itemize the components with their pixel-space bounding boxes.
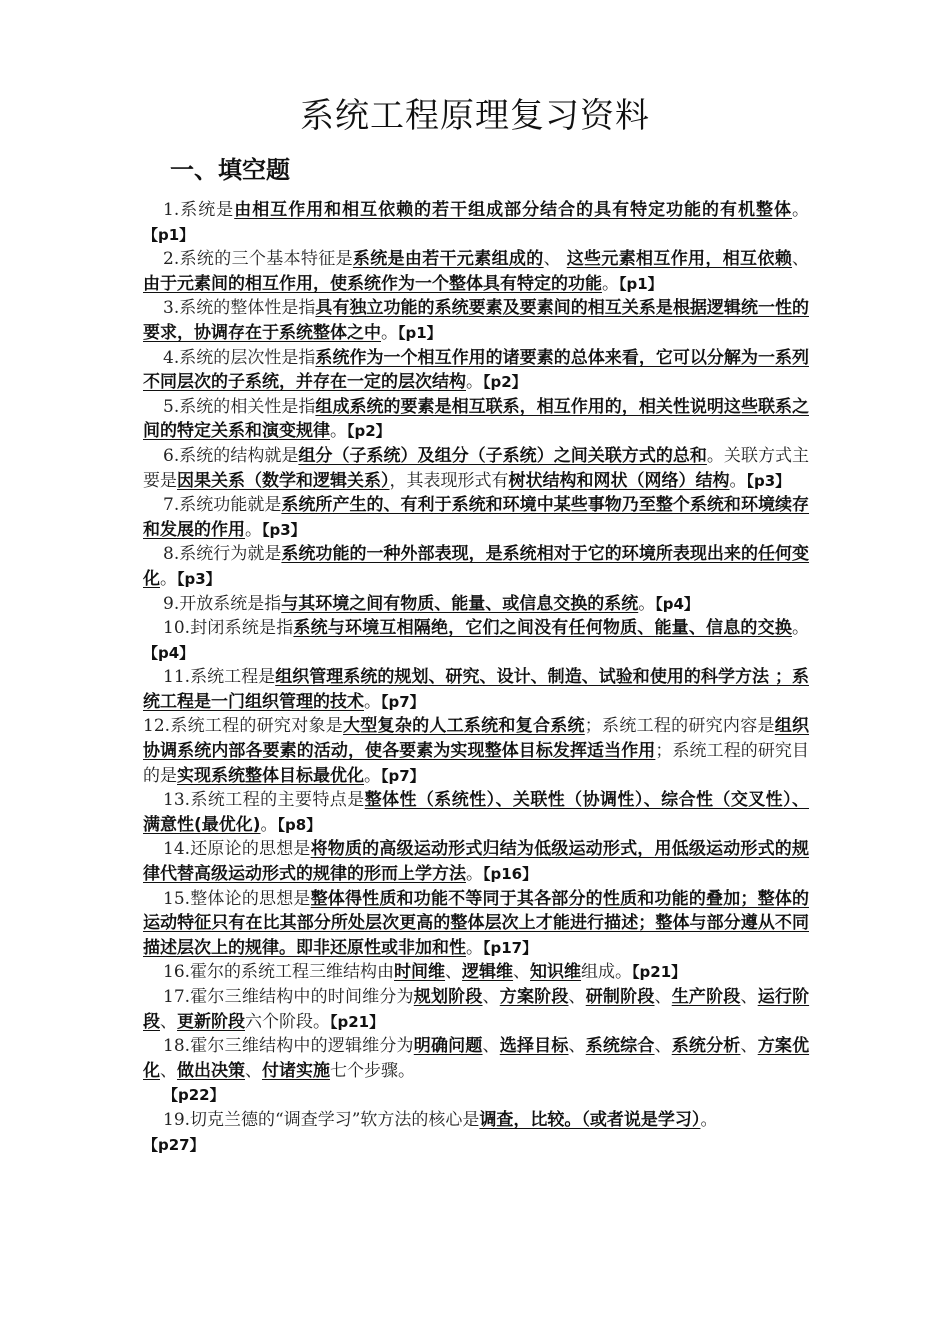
answer-blank: 树状结构和网状（网络）结构 <box>508 470 730 491</box>
answer-blank: 方案优化 <box>143 1036 810 1081</box>
page-reference: 【p7】 <box>381 766 425 785</box>
answer-blank: 研制阶段 <box>585 987 655 1007</box>
question-item: 16.霍尔的系统工程三维结构由时间维、逻辑维、知识维组成。【p21】 <box>163 962 687 983</box>
answer-blank: 因果关系（数学和逻辑关系） <box>177 470 390 491</box>
answer-blank: 组织管理系统的规划、研究、设计、制造、试验和使用的科学方法 ；系统工程是一门组织管理的技术 <box>143 667 809 712</box>
answer-blank: 时间维 <box>394 962 446 983</box>
page-reference: 【p3】 <box>177 569 221 588</box>
answer-blank: 系统是由若干元素组成的 <box>352 249 544 270</box>
question-item-reference <box>143 1133 809 1158</box>
answer-blank: 具有独立功能的系统要素及要素间的相互关系是根据逻辑统一性的要求，协调存在于系统整体之中 <box>143 298 809 343</box>
question-item: 10.封闭系统是指系统与环境互相隔绝，它们之间没有任何物质、能量、信息的交换。【p4】 <box>143 618 810 662</box>
page-reference: 【p17】 <box>483 938 538 957</box>
page-reference: 【p4】 <box>655 594 699 613</box>
question-item: 5.系统的相关性是指组成系统的要素是相互联系，相互作用的，相关性说明这些联系之间的特定关系和演变规律。【p2】 <box>143 396 809 442</box>
answer-blank: 生产阶段 <box>671 987 741 1007</box>
question-item: 14.还原论的思想是将物质的高级运动形式归结为低级运动形式，用低级运动形式的规律代替高级运动形式的规律的形而上学方法。【p16】 <box>143 839 810 885</box>
answer-blank: 做出决策 <box>177 1060 245 1081</box>
page-reference: 【p16】 <box>483 865 538 884</box>
question-item: 11.系统工程是组织管理系统的规划、研究、设计、制造、试验和使用的科学方法 ；系统工程是一门组织管理的技术。【p7】 <box>143 667 809 712</box>
page-reference: 【p7】 <box>381 692 425 711</box>
answer-blank: 明确问题 <box>413 1036 483 1057</box>
answer-blank: 规划阶段 <box>413 987 483 1007</box>
answer-blank: 与其环境之间有物质、能量、或信息交换的系统 <box>281 593 639 614</box>
page-reference: 【p22】 <box>163 1086 225 1105</box>
page-reference: 【p1】 <box>619 274 663 293</box>
answer-blank: 系统分析 <box>671 1036 741 1057</box>
answer-blank: 系统所产生的、有利于系统和环境中某些事物乃至整个系统和环境续存和发展的作用 <box>143 495 810 540</box>
question-item: 2.系统的三个基本特征是系统是由若干元素组成的、 这些元素相互作用，相互依赖、由于元素间的相互作用，使系统作为一个整体具有特定的功能。【p1】 <box>143 249 810 294</box>
question-item: 3.系统的整体性是指具有独立功能的系统要素及要素间的相互关系是根据逻辑统一性的要求，协调存在于系统整体之中。【p1】 <box>143 298 809 343</box>
answer-blank: 系统综合 <box>585 1036 655 1057</box>
question-item: 17.霍尔三维结构中的时间维分为规划阶段、方案阶段、研制阶段、生产阶段、运行阶段、更新阶段六个阶段。【p21】 <box>143 987 810 1032</box>
page-reference: 【p3】 <box>746 471 791 490</box>
answer-blank: 由相互作用和相互依赖的若干组成部分结合的具有特定功能的有机整体 <box>234 200 793 220</box>
section-heading: 一、填空题 <box>170 156 290 184</box>
question-item: 9.开放系统是指与其环境之间有物质、能量、或信息交换的系统。【p4】 <box>163 593 699 614</box>
answer-blank: 整体得性质和功能不等同于其各部分的性质和功能的叠加；整体的运动特征只有在比其部分所处层次更高的整体层次上才能进行描述；整体与部分遵从不同描述层次上的规律。即非还原性或非加和性 <box>143 888 810 958</box>
question-item: 6.系统的结构就是组分（子系统）及组分（子系统）之间关联方式的总和。关联方式主要是因果关系（数学和逻辑关系），其表现形式有树状结构和网状（网络）结构。【p3】 <box>143 445 810 491</box>
answer-blank: 实现系统整体目标最优化 <box>177 765 364 786</box>
page-reference: 【p2】 <box>483 373 527 392</box>
answer-blank: 组分（子系统）及组分（子系统）之间关联方式的总和 <box>298 445 707 466</box>
answer-blank: 付诸实施 <box>262 1060 330 1081</box>
page-reference: 【p8】 <box>277 815 322 834</box>
question-item: 4.系统的层次性是指系统作为一个相互作用的诸要素的总体来看，它可以分解为一系列不同层次的子系统，并存在一定的层次结构。【p2】 <box>143 347 809 393</box>
question-item: 19.切克兰德的“调查学习”软方法的核心是调查，比较。（或者说是学习）。 <box>163 1109 718 1130</box>
answer-blank: 方案阶段 <box>499 987 569 1007</box>
answer-blank: 更新阶段 <box>177 1011 245 1032</box>
page-reference: 【p27】 <box>143 1135 205 1154</box>
answer-blank: 知识维 <box>530 962 582 983</box>
page-reference: 【p1】 <box>398 323 442 342</box>
answer-blank: 选择目标 <box>499 1036 569 1057</box>
answer-blank: 整体性（系统性）、关联性（协调性）、综合性（交叉性）、 <box>364 790 809 811</box>
question-item: 8.系统行为就是系统功能的一种外部表现，是系统相对于它的环境所表现出来的任何变化。【p3】 <box>143 544 810 589</box>
answer-blank: 系统与环境互相隔绝，它们之间没有任何物质、能量、信息的交换 <box>293 618 793 639</box>
question-item: 7.系统功能就是系统所产生的、有利于系统和环境中某些事物乃至整个系统和环境续存和发展的作用。【p3】 <box>143 495 810 540</box>
question-item: 13.系统工程的主要特点是整体性（系统性）、关联性（协调性）、综合性（交叉性）、 满意性(最优化)。【p8】 <box>143 790 809 835</box>
answer-blank: 满意性(最优化) <box>143 814 261 835</box>
answer-blank: 这些元素相互作用，相互依赖 <box>566 249 793 270</box>
page-reference: 【p3】 <box>262 520 306 539</box>
page-reference: 【p21】 <box>632 963 687 982</box>
answer-blank: 由于元素间的相互作用，使系统作为一个整体具有特定的功能 <box>143 273 602 294</box>
answer-blank: 将物质的高级运动形式归结为低级运动形式，用低级运动形式的规律代替高级运动形式的规律的形而上学方法 <box>143 839 810 885</box>
question-item: 12.系统工程的研究对象是大型复杂的人工系统和复合系统；系统工程的研究内容是组织协调系统内部各要素的活动，使各要素为实现整体目标发挥适当作用；系统工程的研究目的是实现系统整体目标最优化。【p7】 <box>143 716 810 786</box>
answer-blank: 系统功能的一种外部表现，是系统相对于它的环境所表现出来的任何变化 <box>143 544 810 589</box>
question-item: 15.整体论的思想是整体得性质和功能不等同于其各部分的性质和功能的叠加；整体的运动特征只有在比其部分所处层次更高的整体层次上才能进行描述；整体与部分遵从不同描述层次上的规律。即非还原性或非加和性。【p17】 <box>143 888 810 958</box>
answer-blank: 逻辑维 <box>462 962 514 983</box>
answer-blank: 组织协调系统内部各要素的活动，使各要素为实现整体目标发挥适当作用 <box>143 716 810 762</box>
document-title: 系统工程原理复习资料 <box>300 96 650 136</box>
answer-blank: 调查，比较。（或者说是学习） <box>479 1109 701 1130</box>
answer-blank: 组成系统的要素是相互联系，相互作用的，相关性说明这些联系之间的特定关系和演变规律 <box>143 396 809 442</box>
question-item: 1.系统是由相互作用和相互依赖的若干组成部分结合的具有特定功能的有机整体。【p1】 <box>143 200 810 244</box>
page-reference: 【p4】 <box>143 643 195 662</box>
page-reference: 【p21】 <box>330 1012 385 1031</box>
page-reference: 【p2】 <box>347 422 391 441</box>
answer-blank: 运行阶段 <box>143 987 810 1032</box>
page-reference: 【p1】 <box>143 225 195 244</box>
answer-blank: 系统作为一个相互作用的诸要素的总体来看，它可以分解为一系列不同层次的子系统，并存在一定的层次结构 <box>143 347 809 393</box>
question-list <box>143 198 809 1157</box>
answer-blank: 大型复杂的人工系统和复合系统 <box>343 716 585 737</box>
question-item: 18.霍尔三维结构中的逻辑维分为明确问题、选择目标、系统综合、系统分析、方案优化、做出决策、付诸实施七个步骤。 <box>143 1036 810 1081</box>
question-item-reference <box>143 1083 809 1108</box>
